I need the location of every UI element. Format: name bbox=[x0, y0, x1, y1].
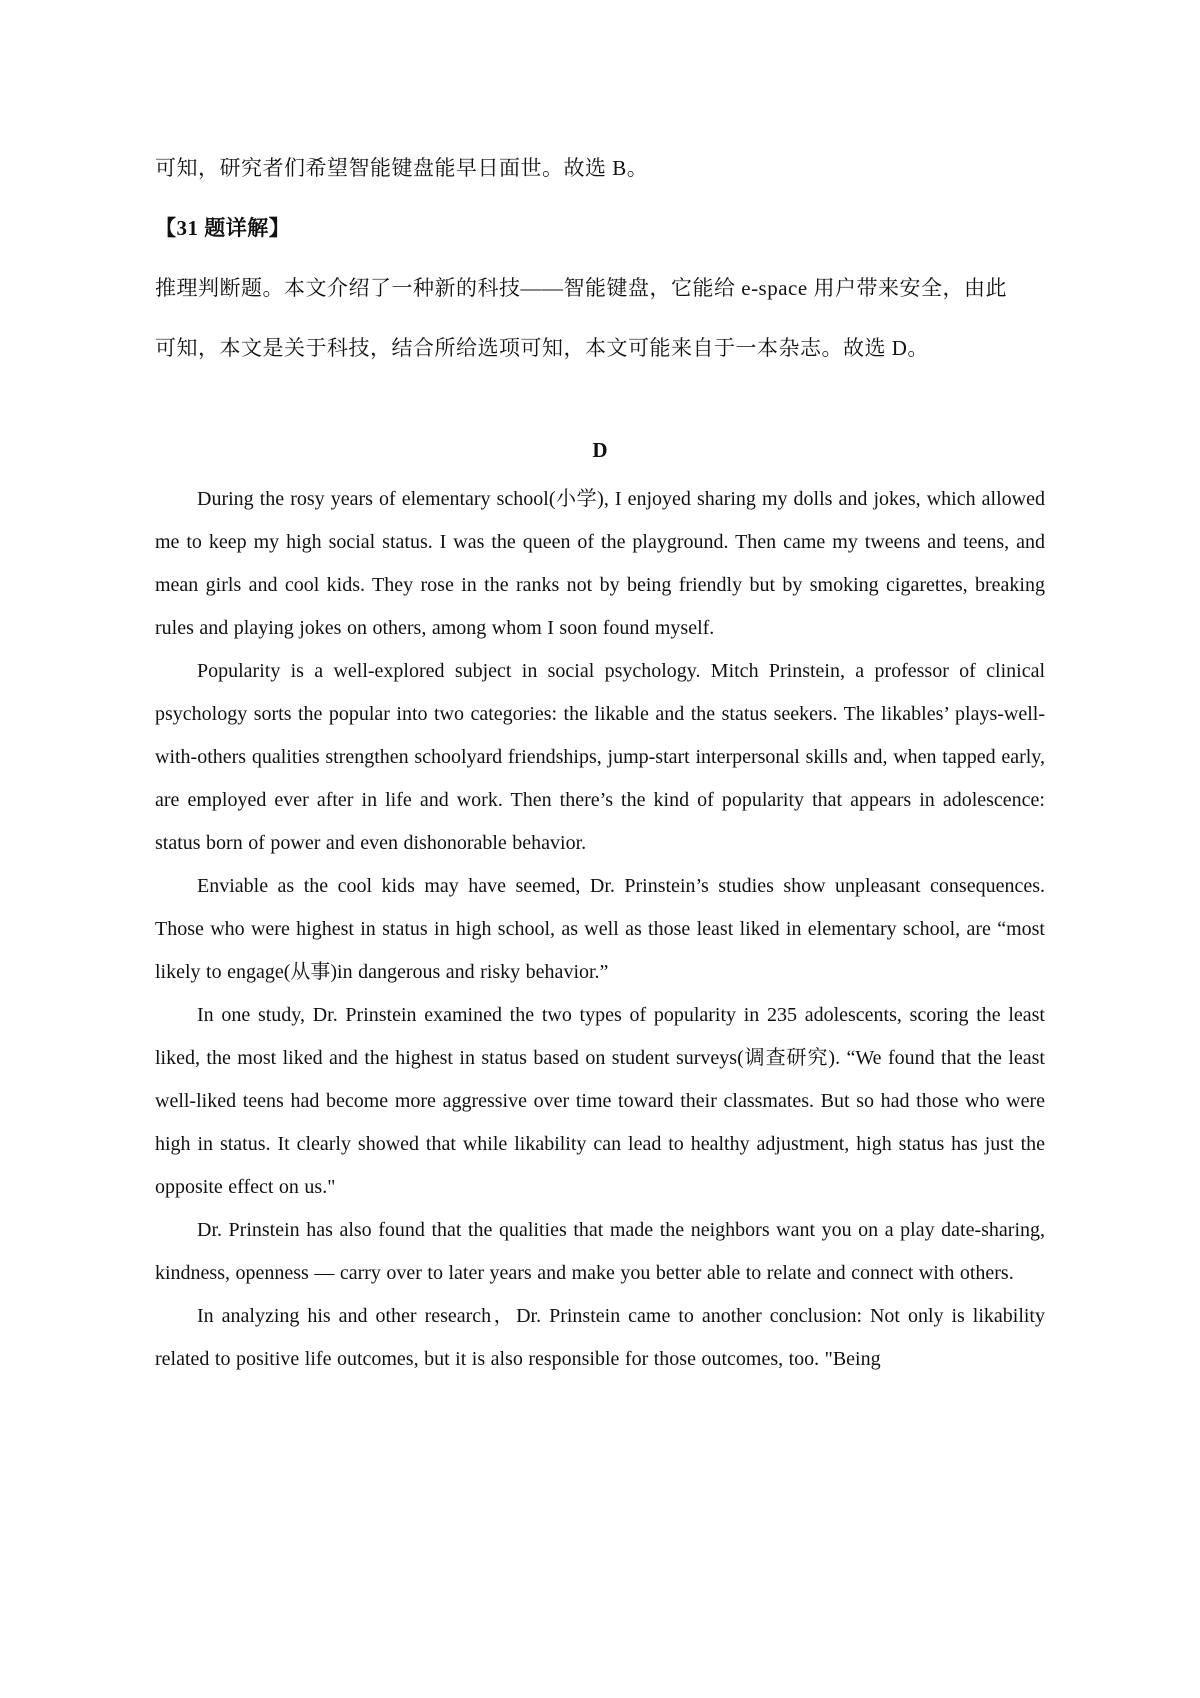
passage-paragraph-2: Popularity is a well-explored subject in social psychology. Mitch Prinstein, a professor of clinical psychology sorts the popular into two categories: the likable and the status seekers. The likables’ plays-well-with-others qualities strengthen schoolyard friendships, jump-start interpersonal skills and, when tapped early, are employed ever after in life and work. Then there’s the kind of popularity that appears in adolescence: status born of power and even dishonorable behavior. bbox=[155, 660, 1045, 854]
passage-paragraph-4: In one study, Dr. Prinstein examined the two types of popularity in 235 adolescents, scoring the least liked, the most liked and the highest in status based on student surveys(调查研究). “We found that the least well-liked teens had become more aggressive over time toward their classmates. But so had those who were high in status. It clearly showed that while likability can lead to healthy adjustment, high status has just the opposite effect on us." bbox=[155, 1004, 1045, 1198]
answer-carryover-line: 可知，研究者们希望智能键盘能早日面世。故选 B。 bbox=[155, 156, 649, 180]
question-31-analysis-line-1: 推理判断题。本文介绍了一种新的科技——智能键盘，它能给 e-space 用户带来安全，由此 bbox=[155, 276, 1007, 300]
question-31-heading: 【31 题详解】 bbox=[155, 216, 291, 240]
passage-paragraph-3: Enviable as the cool kids may have seemed, Dr. Prinstein’s studies show unpleasant consequences. Those who were highest in status in high school, as well as those least liked in elementary school, are “most likely to engage(从事)in dangerous and risky behavior.” bbox=[155, 875, 1045, 983]
question-31-analysis-line-2: 可知，本文是关于科技，结合所给选项可知，本文可能来自于一本杂志。故选 D。 bbox=[155, 336, 929, 360]
passage-paragraph-5: Dr. Prinstein has also found that the qualities that made the neighbors want you on a play date-sharing, kindness, openness — carry over to later years and make you better able to relate and connect with others. bbox=[155, 1219, 1045, 1284]
passage-title: D bbox=[592, 438, 608, 462]
passage-paragraph-1: During the rosy years of elementary school(小学), I enjoyed sharing my dolls and jokes, which allowed me to keep my high social status. I was the queen of the playground. Then came my tweens and teens, and mean girls and cool kids. They rose in the ranks not by being friendly but by smoking cigarettes, breaking rules and playing jokes on others, among whom I soon found myself. bbox=[155, 488, 1045, 639]
passage-paragraph-6: In analyzing his and other research，Dr. Prinstein came to another conclusion: Not only is likability related to positive life outcomes, but it is also responsible for those outcomes, too. "Being bbox=[155, 1305, 1045, 1370]
